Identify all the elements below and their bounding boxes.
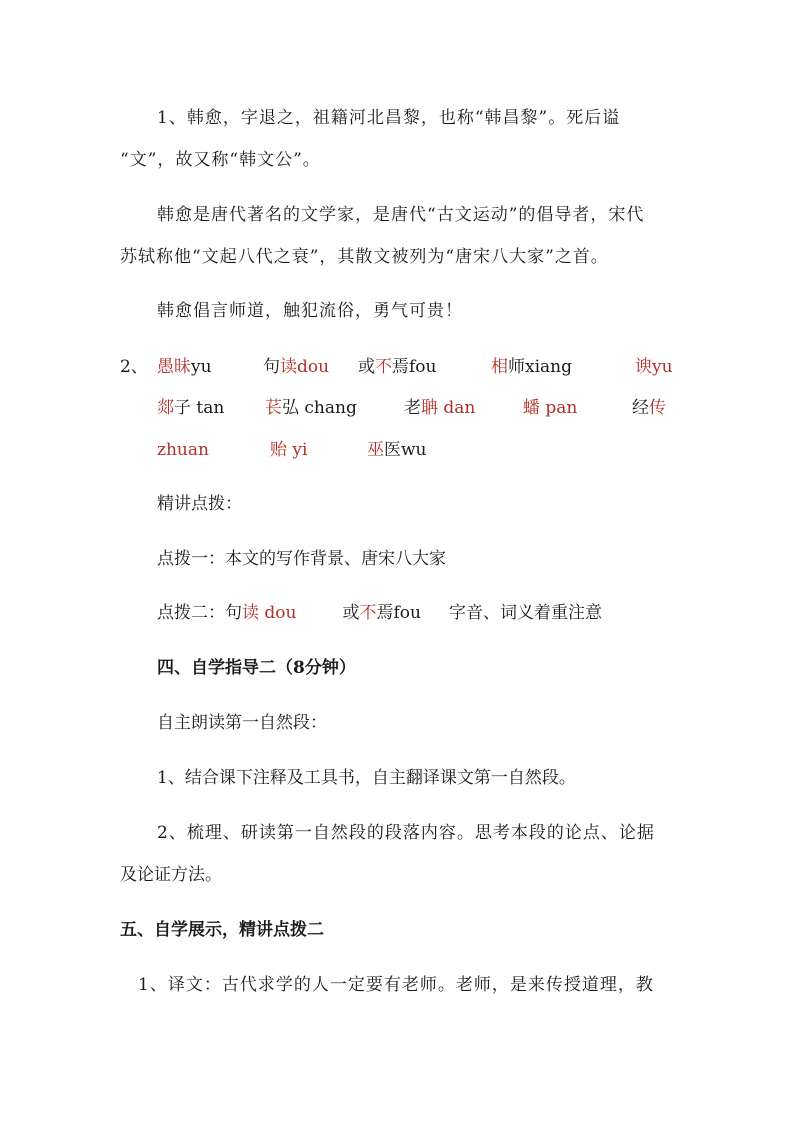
dianbo-one: 点拨一：本文的写作背景、唐宋八大家 [157, 549, 446, 569]
dianbo-two: 点拨二：句读 dou 或不焉fou 字音、词义着重注意 [157, 603, 602, 623]
vocab-item: 贻 yi [270, 440, 308, 460]
jingjiang-heading: 精讲点拨： [157, 494, 242, 514]
vocab-item: 蟠 pan [523, 398, 578, 418]
vocab-item: 愚昧yu [157, 357, 212, 377]
vocab-item: 苌弘 chang [265, 398, 357, 418]
section4-intro: 自主朗读第一自然段： [157, 713, 327, 733]
section5-item1: 1、译文：古代求学的人一定要有老师。老师，是来传授道理，教 [138, 975, 654, 995]
vocab-number: 2、 [120, 357, 148, 377]
p1-line1: 1、韩愈，字退之，祖籍河北昌黎，也称“韩昌黎”。死后谥 [157, 108, 621, 128]
p3: 韩愈倡言师道，触犯流俗，勇气可贵！ [157, 301, 463, 321]
vocab-item: 句读dou [263, 357, 330, 377]
section4-title: 四、自学指导二（8分钟） [157, 658, 356, 678]
section5-title: 五、自学展示，精讲点拨二 [120, 920, 324, 940]
p2-line2: 苏轼称他“文起八代之衰”，其散文被列为“唐宋八大家”之首。 [120, 247, 609, 267]
vocab-item: 巫医wu [367, 440, 427, 460]
vocab-item: zhuan [157, 440, 209, 460]
vocab-item: 谀yu [635, 357, 673, 377]
p1-line2: “文”，故又称“韩文公”。 [120, 150, 321, 170]
vocab-item: 郯子 tan [157, 398, 225, 418]
p2-line1: 韩愈是唐代著名的文学家，是唐代“古文运动”的倡导者，宋代 [157, 205, 645, 225]
section4-item1: 1、结合课下注释及工具书，自主翻译课文第一自然段。 [157, 768, 576, 788]
vocab-item: 老聃 dan [404, 398, 476, 418]
section4-item2-line2: 及论证方法。 [120, 865, 222, 885]
vocab-item: 经传 [632, 398, 666, 418]
vocab-item: 相师xiang [491, 357, 572, 377]
vocab-item: 或不焉fou [358, 357, 437, 377]
section4-item2-line1: 2、梳理、研读第一自然段的段落内容。思考本段的论点、论据 [157, 823, 655, 843]
